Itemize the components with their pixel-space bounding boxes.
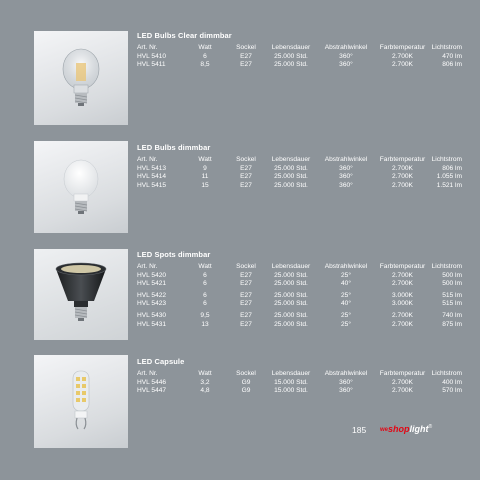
cell-sockel: E27 <box>240 280 252 288</box>
cell-farbtemperatur: 2.700K <box>392 311 413 319</box>
cell-sockel: E27 <box>240 311 252 319</box>
cell-sockel: E27 <box>240 61 252 69</box>
col-abstrahlwinkel: Abstrahlwinkel <box>324 263 368 270</box>
product-image-capsule <box>34 355 128 448</box>
cell-abstrahlwinkel: 25° <box>341 291 351 299</box>
cell-lebensdauer: 25.000 Std. <box>274 271 308 279</box>
cell-farbtemperatur: 2.700K <box>392 52 413 60</box>
col-sockel: Sockel <box>236 156 256 163</box>
cell-watt: 9,5 <box>200 311 210 319</box>
capsule-lamp-icon <box>34 355 128 448</box>
table-row <box>137 309 462 321</box>
cell-sockel: G9 <box>241 387 251 395</box>
cell-lichtstrom: 400 lm <box>442 378 462 386</box>
cell-lebensdauer: 25.000 Std. <box>274 181 308 189</box>
cell-sockel: E27 <box>240 320 252 328</box>
col-lichtstrom: Lichtstrom <box>431 370 462 377</box>
table-header <box>137 370 462 379</box>
cell-abstrahlwinkel: 25° <box>341 271 351 279</box>
cell-lebensdauer: 25.000 Std. <box>274 173 308 181</box>
cell-lebensdauer: 25.000 Std. <box>274 300 308 308</box>
cell-art: HVL 5446 <box>137 378 167 386</box>
cell-art: HVL 5410 <box>137 52 167 60</box>
cell-farbtemperatur: 2.700K <box>392 271 413 279</box>
col-lebensdauer: Lebensdauer <box>271 370 311 377</box>
cell-art: HVL 5411 <box>137 61 166 69</box>
cell-farbtemperatur: 3.000K <box>392 300 413 308</box>
col-lichtstrom: Lichtstrom <box>431 44 462 51</box>
table-header <box>137 263 462 272</box>
cell-watt: 8,5 <box>200 61 210 69</box>
col-sockel: Sockel <box>236 263 256 270</box>
col-lebensdauer: Lebensdauer <box>271 44 311 51</box>
cell-farbtemperatur: 3.000K <box>392 291 413 299</box>
col-farbtemperatur: Farbtemperatur <box>379 44 426 51</box>
table-row <box>137 272 462 281</box>
section-title: LED Bulbs dimmbar <box>137 143 211 152</box>
cell-sockel: E27 <box>240 300 252 308</box>
logo-registered: ® <box>428 424 433 430</box>
cell-lebensdauer: 15.000 Std. <box>274 387 308 395</box>
cell-art: HVL 5414 <box>137 173 167 181</box>
section-title: LED Capsule <box>137 357 185 366</box>
cell-watt: 3,2 <box>200 378 210 386</box>
col-sockel: Sockel <box>236 370 256 377</box>
cell-farbtemperatur: 2.700K <box>392 280 413 288</box>
cell-farbtemperatur: 2.700K <box>392 320 413 328</box>
cell-sockel: E27 <box>240 173 252 181</box>
cell-abstrahlwinkel: 360° <box>339 52 353 60</box>
cell-abstrahlwinkel: 360° <box>339 173 353 181</box>
cell-watt: 6 <box>203 271 207 279</box>
table-row <box>137 379 462 388</box>
cell-farbtemperatur: 2.700K <box>392 387 413 395</box>
cell-lebensdauer: 25.000 Std. <box>274 164 308 172</box>
cell-farbtemperatur: 2.700K <box>392 164 413 172</box>
spec-table <box>137 370 462 396</box>
cell-art: HVL 5420 <box>137 271 167 279</box>
cell-farbtemperatur: 2.700K <box>392 61 413 69</box>
cell-watt: 13 <box>201 320 209 328</box>
spec-table <box>137 44 462 70</box>
table-header <box>137 156 462 165</box>
col-sockel: Sockel <box>236 44 256 51</box>
col-art: Art. Nr. <box>137 156 158 163</box>
section-content <box>137 31 462 70</box>
product-image-spot <box>34 249 128 340</box>
cell-art: HVL 5447 <box>137 387 167 395</box>
cell-art: HVL 5431 <box>137 320 167 328</box>
col-farbtemperatur: Farbtemperatur <box>379 156 426 163</box>
logo-shop: shop <box>388 424 410 434</box>
cell-abstrahlwinkel: 25° <box>341 311 351 319</box>
cell-lichtstrom: 806 lm <box>442 61 462 69</box>
section-content <box>137 250 462 329</box>
cell-lichtstrom: 740 lm <box>442 311 462 319</box>
section-title: LED Bulbs Clear dimmbar <box>137 31 232 40</box>
col-abstrahlwinkel: Abstrahlwinkel <box>324 156 368 163</box>
cell-art: HVL 5430 <box>137 311 167 319</box>
table-row <box>137 280 462 289</box>
cell-abstrahlwinkel: 360° <box>339 387 353 395</box>
cell-sockel: E27 <box>240 271 252 279</box>
cell-farbtemperatur: 2.700K <box>392 173 413 181</box>
product-image-clear-bulb <box>34 31 128 125</box>
col-lichtstrom: Lichtstrom <box>431 156 462 163</box>
cell-watt: 6 <box>203 52 207 60</box>
table-row <box>137 165 462 174</box>
cell-lichtstrom: 515 lm <box>442 291 462 299</box>
cell-abstrahlwinkel: 25° <box>341 320 351 328</box>
cell-abstrahlwinkel: 40° <box>341 300 351 308</box>
table-row <box>137 182 462 191</box>
table-row <box>137 53 462 62</box>
cell-abstrahlwinkel: 360° <box>339 61 353 69</box>
col-watt: Watt <box>198 370 212 377</box>
product-image-frosted-bulb <box>34 141 128 233</box>
cell-lebensdauer: 25.000 Std. <box>274 61 308 69</box>
cell-lebensdauer: 25.000 Std. <box>274 320 308 328</box>
col-art: Art. Nr. <box>137 44 158 51</box>
cell-lichtstrom: 470 lm <box>442 52 462 60</box>
cell-lichtstrom: 1.521 lm <box>436 181 462 189</box>
col-watt: Watt <box>198 263 212 270</box>
col-lebensdauer: Lebensdauer <box>271 263 311 270</box>
table-row <box>137 321 462 330</box>
cell-lebensdauer: 15.000 Std. <box>274 378 308 386</box>
cell-art: HVL 5421 <box>137 280 167 288</box>
section-content <box>137 357 462 396</box>
logo-light: light <box>409 424 429 434</box>
cell-watt: 9 <box>203 164 207 172</box>
col-watt: Watt <box>198 156 212 163</box>
cell-sockel: E27 <box>240 52 252 60</box>
table-row <box>137 387 462 396</box>
cell-farbtemperatur: 2.700K <box>392 378 413 386</box>
cell-farbtemperatur: 2.700K <box>392 181 413 189</box>
col-farbtemperatur: Farbtemperatur <box>379 263 426 270</box>
table-row <box>137 61 462 70</box>
col-lebensdauer: Lebensdauer <box>271 156 311 163</box>
table-row <box>137 300 462 309</box>
logo-we: we <box>380 427 389 433</box>
cell-abstrahlwinkel: 360° <box>339 378 353 386</box>
section-title: LED Spots dimmbar <box>137 250 211 259</box>
cell-lichtstrom: 500 lm <box>442 280 462 288</box>
cell-watt: 15 <box>201 181 209 189</box>
clear-bulb-icon <box>34 31 128 125</box>
spec-table <box>137 156 462 190</box>
cell-lichtstrom: 500 lm <box>442 271 462 279</box>
cell-lebensdauer: 25.000 Std. <box>274 311 308 319</box>
table-row <box>137 173 462 182</box>
table-row <box>137 289 462 301</box>
col-art: Art. Nr. <box>137 263 158 270</box>
col-abstrahlwinkel: Abstrahlwinkel <box>324 44 368 51</box>
cell-lichtstrom: 806 lm <box>442 164 462 172</box>
col-art: Art. Nr. <box>137 370 158 377</box>
spot-lamp-icon <box>34 249 128 340</box>
col-lichtstrom: Lichtstrom <box>431 263 462 270</box>
cell-art: HVL 5415 <box>137 181 167 189</box>
col-abstrahlwinkel: Abstrahlwinkel <box>324 370 368 377</box>
cell-art: HVL 5423 <box>137 300 167 308</box>
cell-lichtstrom: 515 lm <box>442 300 462 308</box>
col-farbtemperatur: Farbtemperatur <box>379 370 426 377</box>
cell-lebensdauer: 25.000 Std. <box>274 52 308 60</box>
cell-watt: 6 <box>203 300 207 308</box>
cell-lichtstrom: 1.055 lm <box>436 173 462 181</box>
cell-lebensdauer: 25.000 Std. <box>274 280 308 288</box>
page-number: 185 <box>352 425 367 435</box>
cell-sockel: E27 <box>240 181 252 189</box>
cell-lichtstrom: 570 lm <box>442 387 462 395</box>
cell-art: HVL 5413 <box>137 164 167 172</box>
table-header <box>137 44 462 53</box>
cell-watt: 6 <box>203 291 207 299</box>
cell-sockel: E27 <box>240 164 252 172</box>
frosted-bulb-icon <box>34 141 128 233</box>
section-content <box>137 143 462 190</box>
weshoplight-logo <box>380 424 432 434</box>
cell-lichtstrom: 875 lm <box>442 320 462 328</box>
cell-abstrahlwinkel: 40° <box>341 280 351 288</box>
col-watt: Watt <box>198 44 212 51</box>
cell-lebensdauer: 25.000 Std. <box>274 291 308 299</box>
cell-watt: 11 <box>201 173 209 181</box>
cell-abstrahlwinkel: 360° <box>339 164 353 172</box>
cell-sockel: E27 <box>240 291 252 299</box>
cell-watt: 4,8 <box>200 387 210 395</box>
spec-table <box>137 263 462 329</box>
cell-art: HVL 5422 <box>137 291 167 299</box>
cell-watt: 6 <box>203 280 207 288</box>
cell-sockel: G9 <box>241 378 251 386</box>
cell-abstrahlwinkel: 360° <box>339 181 353 189</box>
